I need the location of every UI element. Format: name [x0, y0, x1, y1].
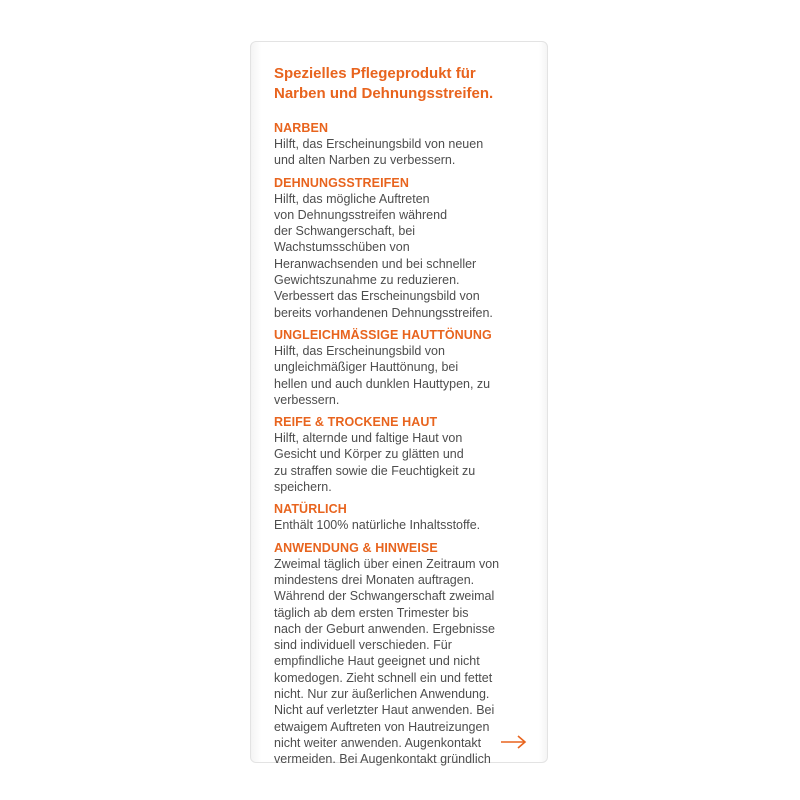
section-body: Zweimal täglich über einen Zeitraum von mindestens drei Monaten auftragen. Während der Schwangerschaft zweimal täglich ab dem ersten Trimester bis nach der Geburt anwenden. Ergebnisse sind individuell verschieden. Für empfindliche Haut geeignet und nicht komedogen. Zieht schnell ein und fettet nicht. Nur zur äußerlichen Anwendung. Nicht auf verletzter Haut anwenden. Bei etwaigem Auftreten von Hautreizungen nicht weiter anwenden. Augenkontakt vermeiden. Bei Augenkontakt gründlich: [274, 556, 500, 767]
section-body: Enthält 100% natürliche Inhaltsstoffe.: [274, 518, 481, 533]
section-natuerlich: [274, 501, 536, 533]
section-hauttoenung: [274, 327, 536, 408]
section-title: UNGLEICHMÄSSIGE HAUTTÖNUNG: [274, 327, 492, 342]
section-body: Hilft, das mögliche Auftreten von Dehnungsstreifen während der Schwangerschaft, bei Wachstumsschüben von Heranwachsenden und bei schneller Gewichtszunahme zu reduzieren. Verbessert das Erscheinungsbild von bereits vorhandenen Dehnungsstreifen.: [274, 191, 493, 320]
section-title: NATÜRLICH: [274, 502, 347, 517]
product-description: [274, 58, 536, 774]
arrow-right-icon: [500, 734, 528, 750]
section-title: NARBEN: [274, 121, 329, 135]
section-title: ANWENDUNG & HINWEISE: [274, 540, 438, 555]
section-dehnungsstreifen: [274, 175, 536, 321]
section-body: Hilft, alternde und faltige Haut von Gesicht und Körper zu glätten und zu straffen sowie die Feuchtigkeit zu speichern.: [274, 431, 476, 495]
section-body: Hilft, das Erscheinungsbild von neuen und alten Narben zu verbessern.: [274, 137, 484, 168]
section-narben: [274, 120, 536, 169]
section-anwendung-hinweise: [274, 540, 536, 768]
section-body: Hilft, das Erscheinungsbild von ungleichmäßiger Hauttönung, bei hellen und auch dunklen Hauttypen, zu verbessern.: [274, 343, 491, 407]
section-reife-trockene-haut: [274, 414, 536, 495]
headline: Spezielles Pflegeprodukt für Narben und Dehnungsstreifen.: [274, 65, 494, 102]
section-title: REIFE & TROCKENE HAUT: [274, 415, 438, 430]
section-title: DEHNUNGSSTREIFEN: [274, 175, 409, 190]
